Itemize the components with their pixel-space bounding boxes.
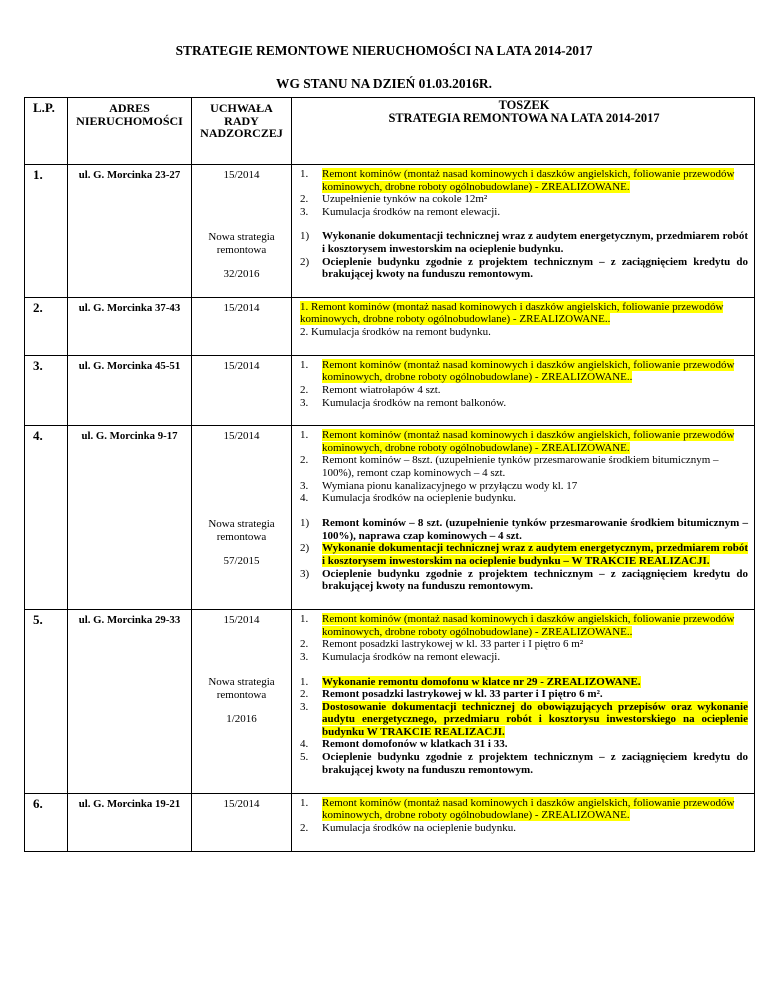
item-text-content: Kumulacja środków na ocieplenie budynku.: [322, 821, 516, 834]
property-address: ul. G. Morcinka 45-51: [68, 355, 192, 425]
property-address: ul. G. Morcinka 19-21: [68, 793, 192, 851]
item-text: [322, 568, 748, 593]
status-date: WG STANU NA DZIEŃ 01.03.2016R.: [276, 76, 492, 91]
row-number: 4.: [25, 426, 68, 610]
item-text: [322, 797, 748, 822]
item-number: 1.: [300, 358, 309, 371]
item-text-content: Uzupełnienie tynków na cokole 12m²: [322, 193, 488, 206]
item-number: 2.: [300, 193, 309, 206]
property-address: ul. G. Morcinka 23-27: [68, 165, 192, 298]
strategy-item: [300, 738, 748, 751]
strategy-item: [300, 206, 748, 219]
item-text-content: Wykonanie dokumentacji technicznej wraz z audytem energetycznym, przedmiarem robót i kosztorysem inwestorskim na ocieplenie budynku – W TRAKCIE REALIZACJI.: [322, 542, 748, 567]
strategy-item: [300, 517, 748, 542]
header-resolution: UCHWAŁA RADY NADZORCZEJ: [192, 98, 292, 165]
item-number: 1): [300, 230, 310, 243]
item-text-content: Remont kominów (montaż nasad kominowych i daszków angielskich, foliowanie przewodów kominowych, drobne roboty ogólnobudowlane) - ZREALIZOWANE..: [322, 358, 735, 384]
item-text-content: Ocieplenie budynku zgodnie z projektem technicznym – z zaciągnięciem kredytu do brakującej kwoty na funduszu remontowym.: [322, 751, 748, 776]
item-text-content: Remont wiatrołapów 4 szt.: [322, 383, 441, 396]
resolution-group: [192, 798, 291, 848]
item-text: [322, 613, 748, 638]
strategy-item: [300, 384, 748, 397]
item-number: 2.: [300, 638, 309, 651]
row-number: 2.: [25, 297, 68, 355]
strategy-group: [300, 168, 748, 230]
item-number: 5.: [300, 751, 309, 764]
item-text-content: Remont kominów (montaż nasad kominowych i daszków angielskich, foliowanie przewodów kominowych, drobne roboty ogólnobudowlane) - ZREALIZOWANE..: [322, 613, 735, 638]
strategy-item: [300, 301, 748, 326]
item-text-content: Wykonanie dokumentacji technicznej wraz z audytem energetycznym, przedmiarem robót i kosztorysem inwestorskim na ocieplenie budynku.: [322, 230, 748, 255]
item-text-content: Remont domofonów w klatkach 31 i 33.: [322, 738, 508, 751]
resolution-number: Nowa strategia remontowa: [208, 518, 275, 543]
document-title: STRATEGIE REMONTOWE NIERUCHOMOŚCI NA LATA 2014-2017: [175, 43, 593, 58]
item-text-content: Remont kominów – 8szt. (uzupełnienie tynków przesmarowanie środkiem bitumicznym – 100%), remont czap kominowych – 4 szt.: [322, 454, 719, 479]
resolution-cell: [192, 355, 292, 425]
strategy-item: [300, 359, 748, 384]
resolution-group: [192, 169, 291, 231]
header-row: [25, 98, 755, 165]
strategy-item: [300, 751, 748, 776]
row-number: 3.: [25, 355, 68, 425]
resolution-number: 1/2016: [226, 713, 257, 726]
resolution-group: [192, 676, 291, 789]
strategy-item: [300, 701, 748, 739]
item-text: [300, 301, 748, 326]
header-strategy: [292, 98, 755, 165]
item-number: 4.: [300, 492, 309, 505]
item-number: 3): [300, 567, 310, 580]
strategy-cell: [292, 355, 755, 425]
strategy-item: [300, 797, 748, 822]
item-number: 3.: [300, 396, 309, 409]
item-text-content: Remont kominów (montaż nasad kominowych i daszków angielskich, foliowanie przewodów kominowych, drobne roboty ogólnobudowlane) - ZREALIZOWANE.: [322, 168, 735, 193]
item-text: [322, 676, 748, 689]
header-town: TOSZEK: [498, 98, 550, 112]
item-text-content: Remont kominów (montaż nasad kominowych i daszków angielskich, foliowanie przewodów kominowych, drobne roboty ogólnobudowlane) - ZREALIZOWANE.: [322, 796, 735, 822]
strategy-item: [300, 429, 748, 454]
item-text: [322, 168, 748, 193]
item-number: 2.: [300, 454, 309, 467]
item-text-content: Kumulacja środków na remont elewacji.: [322, 205, 501, 218]
item-text: [322, 230, 748, 255]
item-number: 1.: [300, 796, 309, 809]
strategy-cell: [292, 297, 755, 355]
item-text: [322, 480, 748, 493]
item-number: 2.: [300, 383, 309, 396]
item-text-content: Kumulacja środków na ocieplenie budynku.: [322, 492, 516, 505]
item-number: 1.: [300, 168, 309, 180]
item-text-content: Kumulacja środków na remont balkonów.: [322, 396, 507, 409]
strategy-item: [300, 326, 748, 339]
resolution-group: [192, 614, 291, 676]
item-number: 3.: [300, 650, 309, 663]
property-address: ul. G. Morcinka 37-43: [68, 297, 192, 355]
item-number: 2.: [300, 688, 309, 701]
item-text: [322, 822, 748, 835]
strategy-item: [300, 651, 748, 664]
item-text-content: Wykonanie remontu domofonu w klatce nr 29 - ZREALIZOWANE.: [322, 675, 641, 688]
item-text-content: Ocieplenie budynku zgodnie z projektem technicznym – z zaciągnięciem kredytu do brakującej kwoty na funduszu remontowym.: [322, 255, 748, 281]
resolution-group: [192, 302, 291, 352]
resolution-group: [192, 231, 291, 293]
resolution-cell: [192, 610, 292, 793]
item-text: [322, 492, 748, 505]
resolution-number: 15/2014: [223, 430, 260, 443]
resolution-number: 32/2016: [223, 268, 260, 281]
table-row: [25, 610, 755, 793]
strategy-cell: [292, 426, 755, 610]
resolution-cell: [192, 165, 292, 298]
resolution-number: 15/2014: [223, 614, 260, 627]
item-text: [322, 688, 748, 701]
item-text: [322, 454, 748, 479]
item-text-content: Remont kominów (montaż nasad kominowych i daszków angielskich, foliowanie przewodów kominowych, drobne roboty ogólnobudowlane) - ZREALIZOWANE.: [322, 429, 735, 454]
resolution-number: Nowa strategia remontowa: [208, 676, 275, 701]
item-text: [322, 517, 748, 542]
strategy-item: [300, 193, 748, 206]
strategy-group: [300, 359, 748, 421]
strategy-group: [300, 429, 748, 517]
strategy-cell: [292, 165, 755, 298]
property-address: ul. G. Morcinka 9-17: [68, 426, 192, 610]
item-number: 1.: [300, 429, 309, 442]
strategy-group: [300, 517, 748, 605]
resolution-cell: [192, 426, 292, 610]
property-address: ul. G. Morcinka 29-33: [68, 610, 192, 793]
strategy-item: [300, 454, 748, 479]
item-text: [322, 638, 748, 651]
resolution-number: 57/2015: [223, 555, 260, 568]
strategy-group: [300, 676, 748, 789]
strategy-item: [300, 638, 748, 651]
resolution-number: 15/2014: [223, 301, 260, 314]
strategy-group: [300, 230, 748, 292]
table-row: [25, 297, 755, 355]
strategy-item: [300, 822, 748, 835]
item-number: 3.: [300, 479, 309, 492]
strategy-item: [300, 397, 748, 410]
item-text-content: Ocieplenie budynku zgodnie z projektem technicznym – z zaciągnięciem kredytu do brakującej kwoty na funduszu remontowym.: [322, 567, 748, 593]
item-text: [322, 751, 748, 776]
item-text: [322, 193, 748, 206]
item-text: [322, 429, 748, 454]
item-number: 1): [300, 517, 310, 530]
item-text: [322, 651, 748, 664]
item-text-content: 2. Kumulacja środków na remont budynku.: [300, 325, 491, 338]
strategy-item: [300, 568, 748, 593]
resolution-number: 15/2014: [223, 169, 260, 181]
item-number: 3.: [300, 700, 309, 713]
item-text-content: Remont kominów – 8 szt. (uzupełnienie tynków przesmarowanie środkiem bitumicznym – 100%), naprawa czap kominowych – 4 szt.: [322, 517, 748, 542]
item-text: [322, 359, 748, 384]
item-number: 2): [300, 255, 310, 268]
strategy-item: [300, 230, 748, 255]
strategy-cell: [292, 793, 755, 851]
table-row: [25, 793, 755, 851]
row-number: 1.: [25, 165, 68, 298]
item-text: [322, 384, 748, 397]
strategy-item: [300, 688, 748, 701]
item-number: 2): [300, 542, 310, 555]
table-row: [25, 355, 755, 425]
strategy-item: [300, 542, 748, 567]
item-text: [300, 326, 748, 339]
strategy-item: [300, 492, 748, 505]
table-row: [25, 426, 755, 610]
resolution-number: 15/2014: [223, 797, 260, 810]
strategy-group: [300, 301, 748, 351]
strategy-table: [24, 97, 755, 852]
item-text: [322, 542, 748, 567]
header-lp: L.P.: [25, 98, 68, 165]
header-address: ADRES NIERUCHOMOŚCI: [68, 98, 192, 165]
item-text: [322, 397, 748, 410]
resolution-group: [192, 360, 291, 422]
item-text: [322, 738, 748, 751]
item-text-content: Remont posadzki lastrykowej w kl. 33 parter i I piętro 6 m²: [322, 638, 584, 651]
header-strategy-title: STRATEGIA REMONTOWA NA LATA 2014-2017: [388, 110, 660, 125]
resolution-group: [192, 430, 291, 518]
table-row: [25, 165, 755, 298]
item-text: [322, 256, 748, 281]
strategy-cell: [292, 610, 755, 793]
item-text-content: Kumulacja środków na remont elewacji.: [322, 650, 501, 663]
item-text-content: Dostosowanie dokumentacji technicznej do obowiązujących przepisów oraz wykonanie audytu energetycznego, przedmiaru robót i kosztorysu inwestorskiego na ocieplenie budynku W TRAKCIE REALIZACJI.: [322, 700, 748, 738]
item-number: 1.: [300, 613, 309, 626]
row-number: 6.: [25, 793, 68, 851]
strategy-item: [300, 168, 748, 193]
item-text-content: Wymiana pionu kanalizacyjnego w przyłączu wody kl. 17: [322, 479, 578, 492]
resolution-cell: [192, 297, 292, 355]
resolution-number: Nowa strategia remontowa: [208, 231, 275, 256]
item-number: 3.: [300, 205, 309, 218]
resolution-number: 15/2014: [223, 359, 260, 372]
item-text-content: 1. Remont kominów (montaż nasad kominowych i daszków angielskich, foliowanie przewodów kominowych, drobne roboty ogólnobudowlane) - ZREALIZOWANE..: [300, 300, 724, 326]
item-text: [322, 701, 748, 739]
strategy-item: [300, 676, 748, 689]
resolution-group: [192, 518, 291, 606]
resolution-cell: [192, 793, 292, 851]
strategy-group: [300, 613, 748, 675]
strategy-item: [300, 256, 748, 281]
item-text: [322, 206, 748, 219]
strategy-item: [300, 613, 748, 638]
item-number: 1.: [300, 675, 309, 688]
item-number: 4.: [300, 738, 309, 751]
strategy-item: [300, 480, 748, 493]
item-text-content: Remont posadzki lastrykowej w kl. 33 parter i I piętro 6 m².: [322, 688, 603, 701]
strategy-group: [300, 797, 748, 847]
row-number: 5.: [25, 610, 68, 793]
item-number: 2.: [300, 821, 309, 834]
